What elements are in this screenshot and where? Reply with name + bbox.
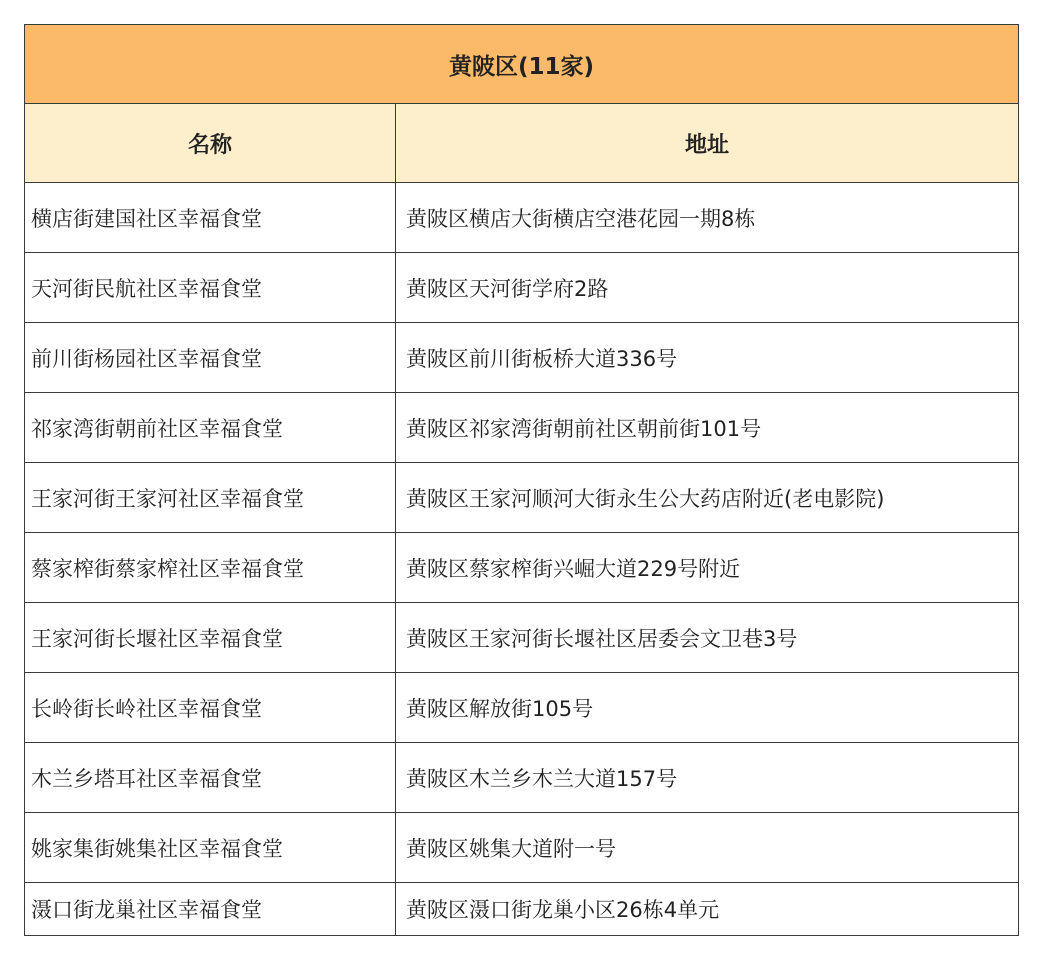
canteen-name: 木兰乡塔耳社区幸福食堂 — [25, 743, 396, 813]
table-title: 黄陂区(11家) — [25, 25, 1019, 104]
canteen-name: 祁家湾街朝前社区幸福食堂 — [25, 393, 396, 463]
canteen-name: 蔡家榨街蔡家榨社区幸福食堂 — [25, 533, 396, 603]
canteen-name: 王家河街王家河社区幸福食堂 — [25, 463, 396, 533]
canteen-address: 黄陂区天河街学府2路 — [396, 253, 1019, 323]
table-header-row — [25, 104, 1019, 183]
table-row — [25, 603, 1019, 673]
canteen-address: 黄陂区蔡家榨街兴崛大道229号附近 — [396, 533, 1019, 603]
canteen-address: 黄陂区王家河街长堰社区居委会文卫巷3号 — [396, 603, 1019, 673]
canteen-address: 黄陂区木兰乡木兰大道157号 — [396, 743, 1019, 813]
column-header-address: 地址 — [396, 104, 1019, 183]
canteen-address: 黄陂区解放街105号 — [396, 673, 1019, 743]
canteen-address: 黄陂区祁家湾街朝前社区朝前街101号 — [396, 393, 1019, 463]
table-row — [25, 533, 1019, 603]
canteen-address: 黄陂区前川街板桥大道336号 — [396, 323, 1019, 393]
table-row — [25, 813, 1019, 883]
canteen-name: 长岭街长岭社区幸福食堂 — [25, 673, 396, 743]
column-header-name: 名称 — [25, 104, 396, 183]
canteen-address: 黄陂区滠口街龙巢小区26栋4单元 — [396, 883, 1019, 936]
canteen-name: 姚家集街姚集社区幸福食堂 — [25, 813, 396, 883]
canteen-name: 滠口街龙巢社区幸福食堂 — [25, 883, 396, 936]
table-title-row — [25, 25, 1019, 104]
table-row — [25, 743, 1019, 813]
table-row — [25, 323, 1019, 393]
canteen-address: 黄陂区横店大街横店空港花园一期8栋 — [396, 183, 1019, 253]
canteen-address: 黄陂区姚集大道附一号 — [396, 813, 1019, 883]
canteen-name: 前川街杨园社区幸福食堂 — [25, 323, 396, 393]
table-row — [25, 253, 1019, 323]
canteen-address: 黄陂区王家河顺河大街永生公大药店附近(老电影院) — [396, 463, 1019, 533]
table-row — [25, 393, 1019, 463]
table-row — [25, 673, 1019, 743]
canteen-table — [24, 24, 1019, 936]
table-row — [25, 463, 1019, 533]
canteen-name: 王家河街长堰社区幸福食堂 — [25, 603, 396, 673]
table-row — [25, 883, 1019, 936]
canteen-name: 天河街民航社区幸福食堂 — [25, 253, 396, 323]
canteen-name: 横店街建国社区幸福食堂 — [25, 183, 396, 253]
table-row — [25, 183, 1019, 253]
